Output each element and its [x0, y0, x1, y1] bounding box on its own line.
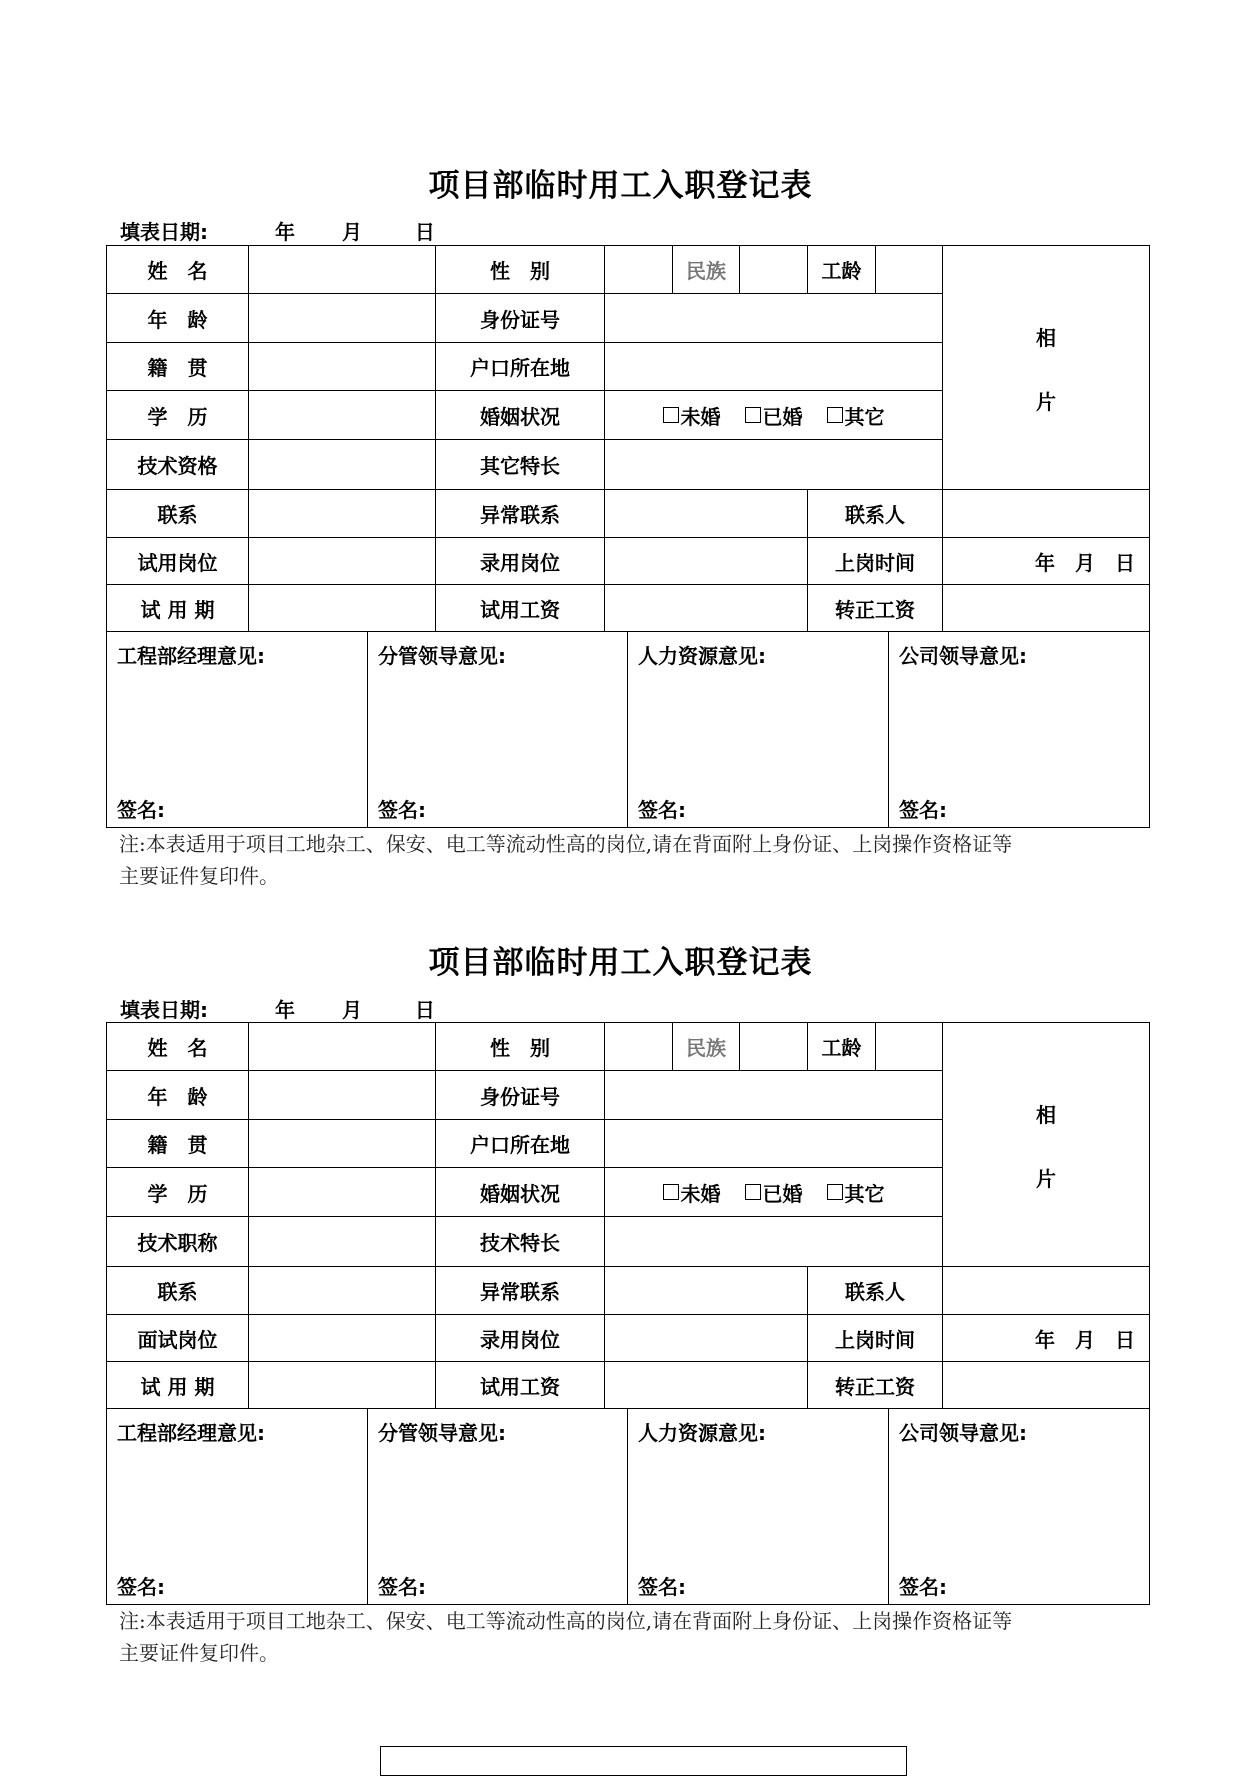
qualification-field[interactable]	[248, 1216, 436, 1267]
opinion-box-hr[interactable]	[627, 1408, 889, 1605]
marital-options	[604, 1167, 943, 1217]
checkbox-icon	[745, 1184, 761, 1200]
label-name: 姓 名	[106, 1022, 249, 1071]
regular-wage-field[interactable]	[942, 1361, 1150, 1409]
date-day: 日	[414, 998, 435, 1022]
marital-option-other[interactable]: 其它	[827, 1178, 885, 1207]
fill-date-line	[120, 216, 435, 245]
marital-option-other[interactable]: 其它	[827, 401, 885, 430]
opinions-row	[106, 1408, 1150, 1605]
specialty-field[interactable]	[604, 439, 943, 490]
signature-label: 签名:	[378, 798, 426, 822]
photo-box[interactable]	[942, 1022, 1150, 1267]
label-education: 学 历	[106, 1167, 249, 1217]
label-marital: 婚姻状况	[435, 1167, 605, 1217]
label-ethnicity: 民族	[672, 245, 740, 294]
native-place-field[interactable]	[248, 1119, 436, 1168]
id-number-field[interactable]	[604, 293, 943, 343]
label-start-time: 上岗时间	[807, 1314, 943, 1362]
trial-position-field[interactable]	[248, 537, 436, 585]
label-gender: 性 别	[435, 1022, 605, 1071]
checkbox-icon	[663, 1184, 679, 1200]
opinion-box-hr[interactable]	[627, 631, 889, 828]
label-household: 户口所在地	[435, 1119, 605, 1168]
label-age: 年 龄	[106, 1070, 249, 1120]
education-field[interactable]	[248, 390, 436, 440]
label-regular-wage: 转正工资	[807, 1361, 943, 1409]
info-grid	[106, 1022, 1150, 1409]
probation-field[interactable]	[248, 1361, 436, 1409]
label-education: 学 历	[106, 390, 249, 440]
opinion-label: 公司领导意见:	[899, 644, 1027, 668]
label-trial-wage: 试用工资	[435, 584, 605, 632]
signature-label: 签名:	[638, 1575, 686, 1599]
opinion-box-division-leader[interactable]	[367, 631, 628, 828]
seniority-field[interactable]	[875, 245, 943, 294]
hired-position-field[interactable]	[604, 1314, 808, 1362]
note-line-2: 主要证件复印件。	[119, 864, 279, 888]
label-probation: 试 用 期	[106, 1361, 249, 1409]
opinions-row	[106, 631, 1150, 828]
label-regular-wage: 转正工资	[807, 584, 943, 632]
photo-label-1: 相	[1036, 326, 1056, 350]
date-year: 年	[274, 220, 295, 244]
label-probation: 试 用 期	[106, 584, 249, 632]
label-seniority: 工龄	[807, 1022, 876, 1071]
ethnicity-field[interactable]	[739, 1022, 808, 1071]
marital-option-married[interactable]: 已婚	[745, 1178, 803, 1207]
label-contact: 联系	[106, 489, 249, 538]
label-qualification: 技术资格	[106, 439, 249, 490]
marital-option-unmarried[interactable]: 未婚	[663, 1178, 721, 1207]
probation-field[interactable]	[248, 584, 436, 632]
photo-label-2: 片	[1036, 390, 1056, 414]
date-month: 月	[341, 998, 362, 1022]
id-number-field[interactable]	[604, 1070, 943, 1120]
note-line-2: 主要证件复印件。	[119, 1641, 279, 1665]
label-specialty: 技术特长	[435, 1216, 605, 1267]
trial-wage-field[interactable]	[604, 584, 808, 632]
label-household: 户口所在地	[435, 342, 605, 391]
label-specialty: 其它特长	[435, 439, 605, 490]
label-ethnicity: 民族	[672, 1022, 740, 1071]
date-month: 月	[341, 220, 362, 244]
marital-options	[604, 390, 943, 440]
checkbox-icon	[663, 407, 679, 423]
date-day: 日	[414, 220, 435, 244]
age-field[interactable]	[248, 293, 436, 343]
checkbox-icon	[827, 1184, 843, 1200]
label-qualification: 技术职称	[106, 1216, 249, 1267]
marital-option-unmarried[interactable]: 未婚	[663, 401, 721, 430]
label-contact: 联系	[106, 1266, 249, 1315]
opinion-box-division-leader[interactable]	[367, 1408, 628, 1605]
opinion-label: 工程部经理意见:	[117, 1421, 265, 1445]
contact-field[interactable]	[248, 1266, 436, 1315]
emergency-field[interactable]	[604, 489, 808, 538]
opinion-box-engineering-manager[interactable]	[106, 631, 368, 828]
label-seniority: 工龄	[807, 245, 876, 294]
hired-position-field[interactable]	[604, 537, 808, 585]
trial-wage-field[interactable]	[604, 1361, 808, 1409]
opinion-box-engineering-manager[interactable]	[106, 1408, 368, 1605]
label-native-place: 籍 贯	[106, 1119, 249, 1168]
fill-date-label: 填表日期:	[120, 220, 208, 244]
label-gender: 性 别	[435, 245, 605, 294]
opinion-label: 分管领导意见:	[378, 644, 506, 668]
ethnicity-field[interactable]	[739, 245, 808, 294]
signature-label: 签名:	[899, 1575, 947, 1599]
gender-field[interactable]	[604, 245, 673, 294]
fill-date-line	[120, 994, 435, 1023]
photo-label-2: 片	[1036, 1167, 1056, 1191]
regular-wage-field[interactable]	[942, 584, 1150, 632]
native-place-field[interactable]	[248, 342, 436, 391]
gender-field[interactable]	[604, 1022, 673, 1071]
name-field[interactable]	[248, 1022, 436, 1071]
education-field[interactable]	[248, 1167, 436, 1217]
emergency-field[interactable]	[604, 1266, 808, 1315]
label-hired-position: 录用岗位	[435, 537, 605, 585]
start-time-field[interactable]: 年 月 日	[942, 537, 1150, 585]
household-field[interactable]	[604, 342, 943, 391]
age-field[interactable]	[248, 1070, 436, 1120]
opinion-label: 人力资源意见:	[638, 1421, 766, 1445]
label-emergency: 异常联系	[435, 489, 605, 538]
form-note	[119, 828, 1139, 892]
label-age: 年 龄	[106, 293, 249, 343]
specialty-field[interactable]	[604, 1216, 943, 1267]
signature-label: 签名:	[378, 1575, 426, 1599]
fill-date-label: 填表日期:	[120, 998, 208, 1022]
label-trial-wage: 试用工资	[435, 1361, 605, 1409]
label-id-number: 身份证号	[435, 1070, 605, 1120]
signature-label: 签名:	[638, 798, 686, 822]
household-field[interactable]	[604, 1119, 943, 1168]
label-trial-position: 试用岗位	[106, 537, 249, 585]
contact-person-field[interactable]	[942, 489, 1150, 538]
note-line-1: 注:本表适用于项目工地杂工、保安、电工等流动性高的岗位,请在背面附上身份证、上岗操作资格证等	[119, 832, 1013, 856]
checkbox-icon	[745, 407, 761, 423]
label-native-place: 籍 贯	[106, 342, 249, 391]
name-field[interactable]	[248, 245, 436, 294]
label-start-time: 上岗时间	[807, 537, 943, 585]
opinion-box-company-leader[interactable]	[888, 631, 1150, 828]
form-title: 项目部临时用工入职登记表	[428, 945, 813, 981]
signature-label: 签名:	[117, 798, 165, 822]
opinion-label: 人力资源意见:	[638, 644, 766, 668]
opinion-label: 分管领导意见:	[378, 1421, 506, 1445]
signature-label: 签名:	[899, 798, 947, 822]
marital-option-married[interactable]: 已婚	[745, 401, 803, 430]
label-marital: 婚姻状况	[435, 390, 605, 440]
opinion-label: 工程部经理意见:	[117, 644, 265, 668]
checkbox-icon	[827, 407, 843, 423]
note-line-1: 注:本表适用于项目工地杂工、保安、电工等流动性高的岗位,请在背面附上身份证、上岗操作资格证等	[119, 1609, 1013, 1633]
form-note	[119, 1605, 1139, 1669]
date-year: 年	[274, 998, 295, 1022]
opinion-box-company-leader[interactable]	[888, 1408, 1150, 1605]
label-contact-person: 联系人	[807, 489, 943, 538]
photo-label-1: 相	[1036, 1103, 1056, 1127]
qualification-field[interactable]	[248, 439, 436, 490]
photo-box[interactable]	[942, 245, 1150, 490]
start-time-field[interactable]: 年 月 日	[942, 1314, 1150, 1362]
label-hired-position: 录用岗位	[435, 1314, 605, 1362]
label-name: 姓 名	[106, 245, 249, 294]
signature-label: 签名:	[117, 1575, 165, 1599]
label-emergency: 异常联系	[435, 1266, 605, 1315]
opinion-label: 公司领导意见:	[899, 1421, 1027, 1445]
label-id-number: 身份证号	[435, 293, 605, 343]
seniority-field[interactable]	[875, 1022, 943, 1071]
info-grid	[106, 245, 1150, 632]
label-contact-person: 联系人	[807, 1266, 943, 1315]
form-title: 项目部临时用工入职登记表	[428, 168, 813, 204]
trial-position-field[interactable]	[248, 1314, 436, 1362]
contact-person-field[interactable]	[942, 1266, 1150, 1315]
label-trial-position: 面试岗位	[106, 1314, 249, 1362]
contact-field[interactable]	[248, 489, 436, 538]
page-footer-box	[380, 1746, 907, 1776]
